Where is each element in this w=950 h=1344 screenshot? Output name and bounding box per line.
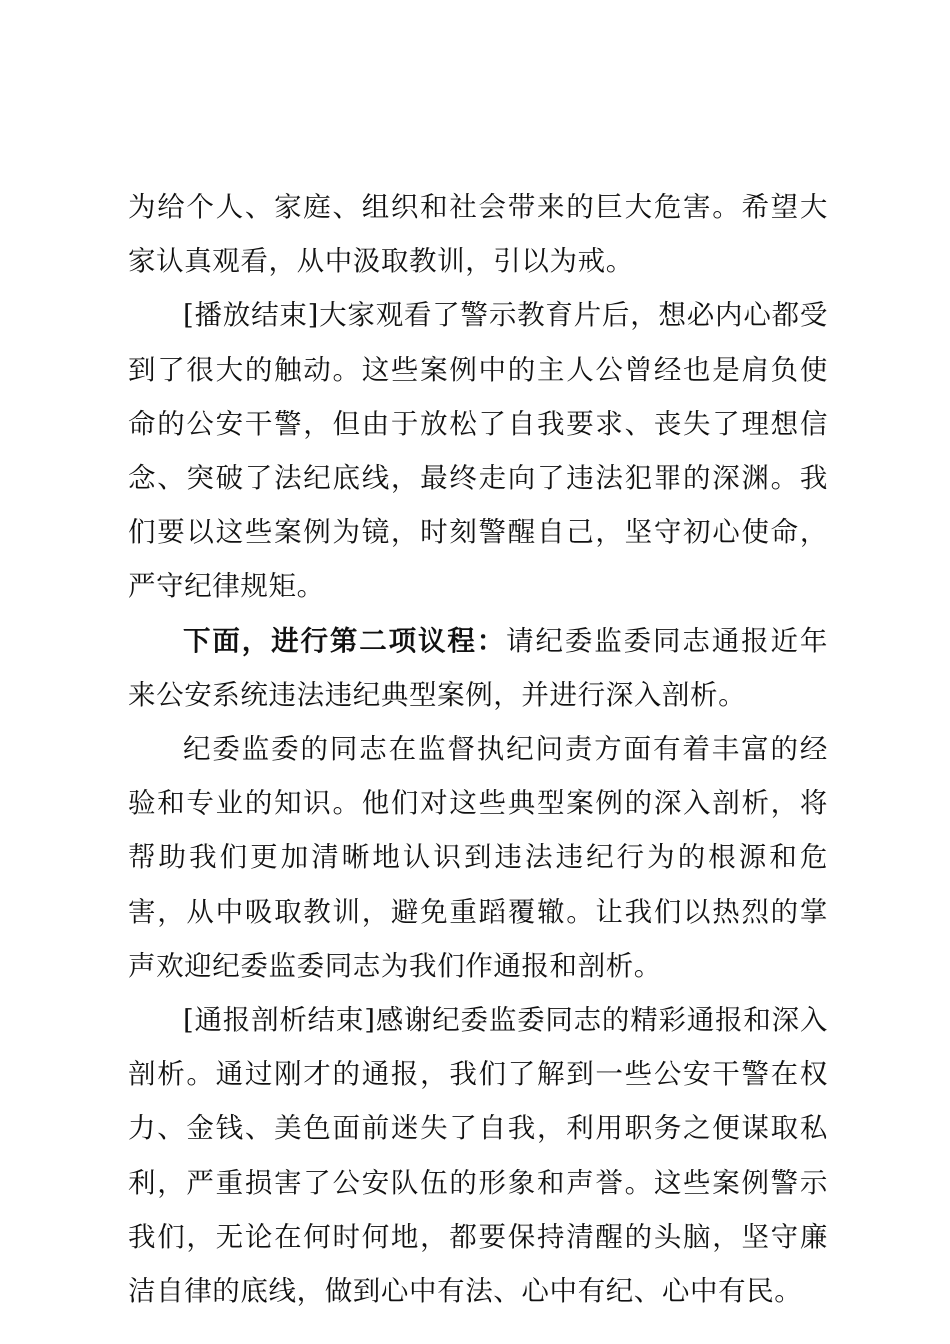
paragraph-text: [播放结束]大家观看了警示教育片后，想必内心都受到了很大的触动。这些案例中的主人公曾经也是肩负使命的公安干警，但由于放松了自我要求、丧失了理想信念、突破了法纪底线，最终走向了违法犯罪的深渊。我们要以这些案例为镜，时刻警醒自己，坚守初心使命，严守纪律规矩。 xyxy=(128,299,828,603)
paragraph-text: 为给个人、家庭、组织和社会带来的巨大危害。希望大家认真观看，从中汲取教训，引以为戒。 xyxy=(128,191,828,278)
paragraph-second-agenda xyxy=(128,614,828,722)
document-body xyxy=(128,180,828,1318)
paragraph-text: [通报剖析结束]感谢纪委监委同志的精彩通报和深入剖析。通过刚才的通报，我们了解到一些公安干警在权力、金钱、美色面前迷失了自我，利用职务之便谋取私利，严重损害了公安队伍的形象和声誉。这些案例警示我们，无论在何时何地，都要保持清醒的头脑，坚守廉洁自律的底线，做到心中有法、心中有纪、心中有民。 xyxy=(128,1004,828,1308)
paragraph-commission-intro xyxy=(128,722,828,993)
paragraph-report-ended xyxy=(128,993,828,1318)
paragraph-continued xyxy=(128,180,828,288)
paragraph-text: 请纪委监委同志通报近年来公安系统违法违纪典型案例，并进行深入剖析。 xyxy=(128,624,828,711)
paragraph-playback-ended xyxy=(128,288,828,613)
agenda-lead: 下面，进行第二项议程： xyxy=(183,624,507,657)
paragraph-text: 纪委监委的同志在监督执纪问责方面有着丰富的经验和专业的知识。他们对这些典型案例的深入剖析，将帮助我们更加清晰地认识到违法违纪行为的根源和危害，从中吸取教训，避免重蹈覆辙。让我们以热烈的掌声欢迎纪委监委同志为我们作通报和剖析。 xyxy=(128,733,828,982)
